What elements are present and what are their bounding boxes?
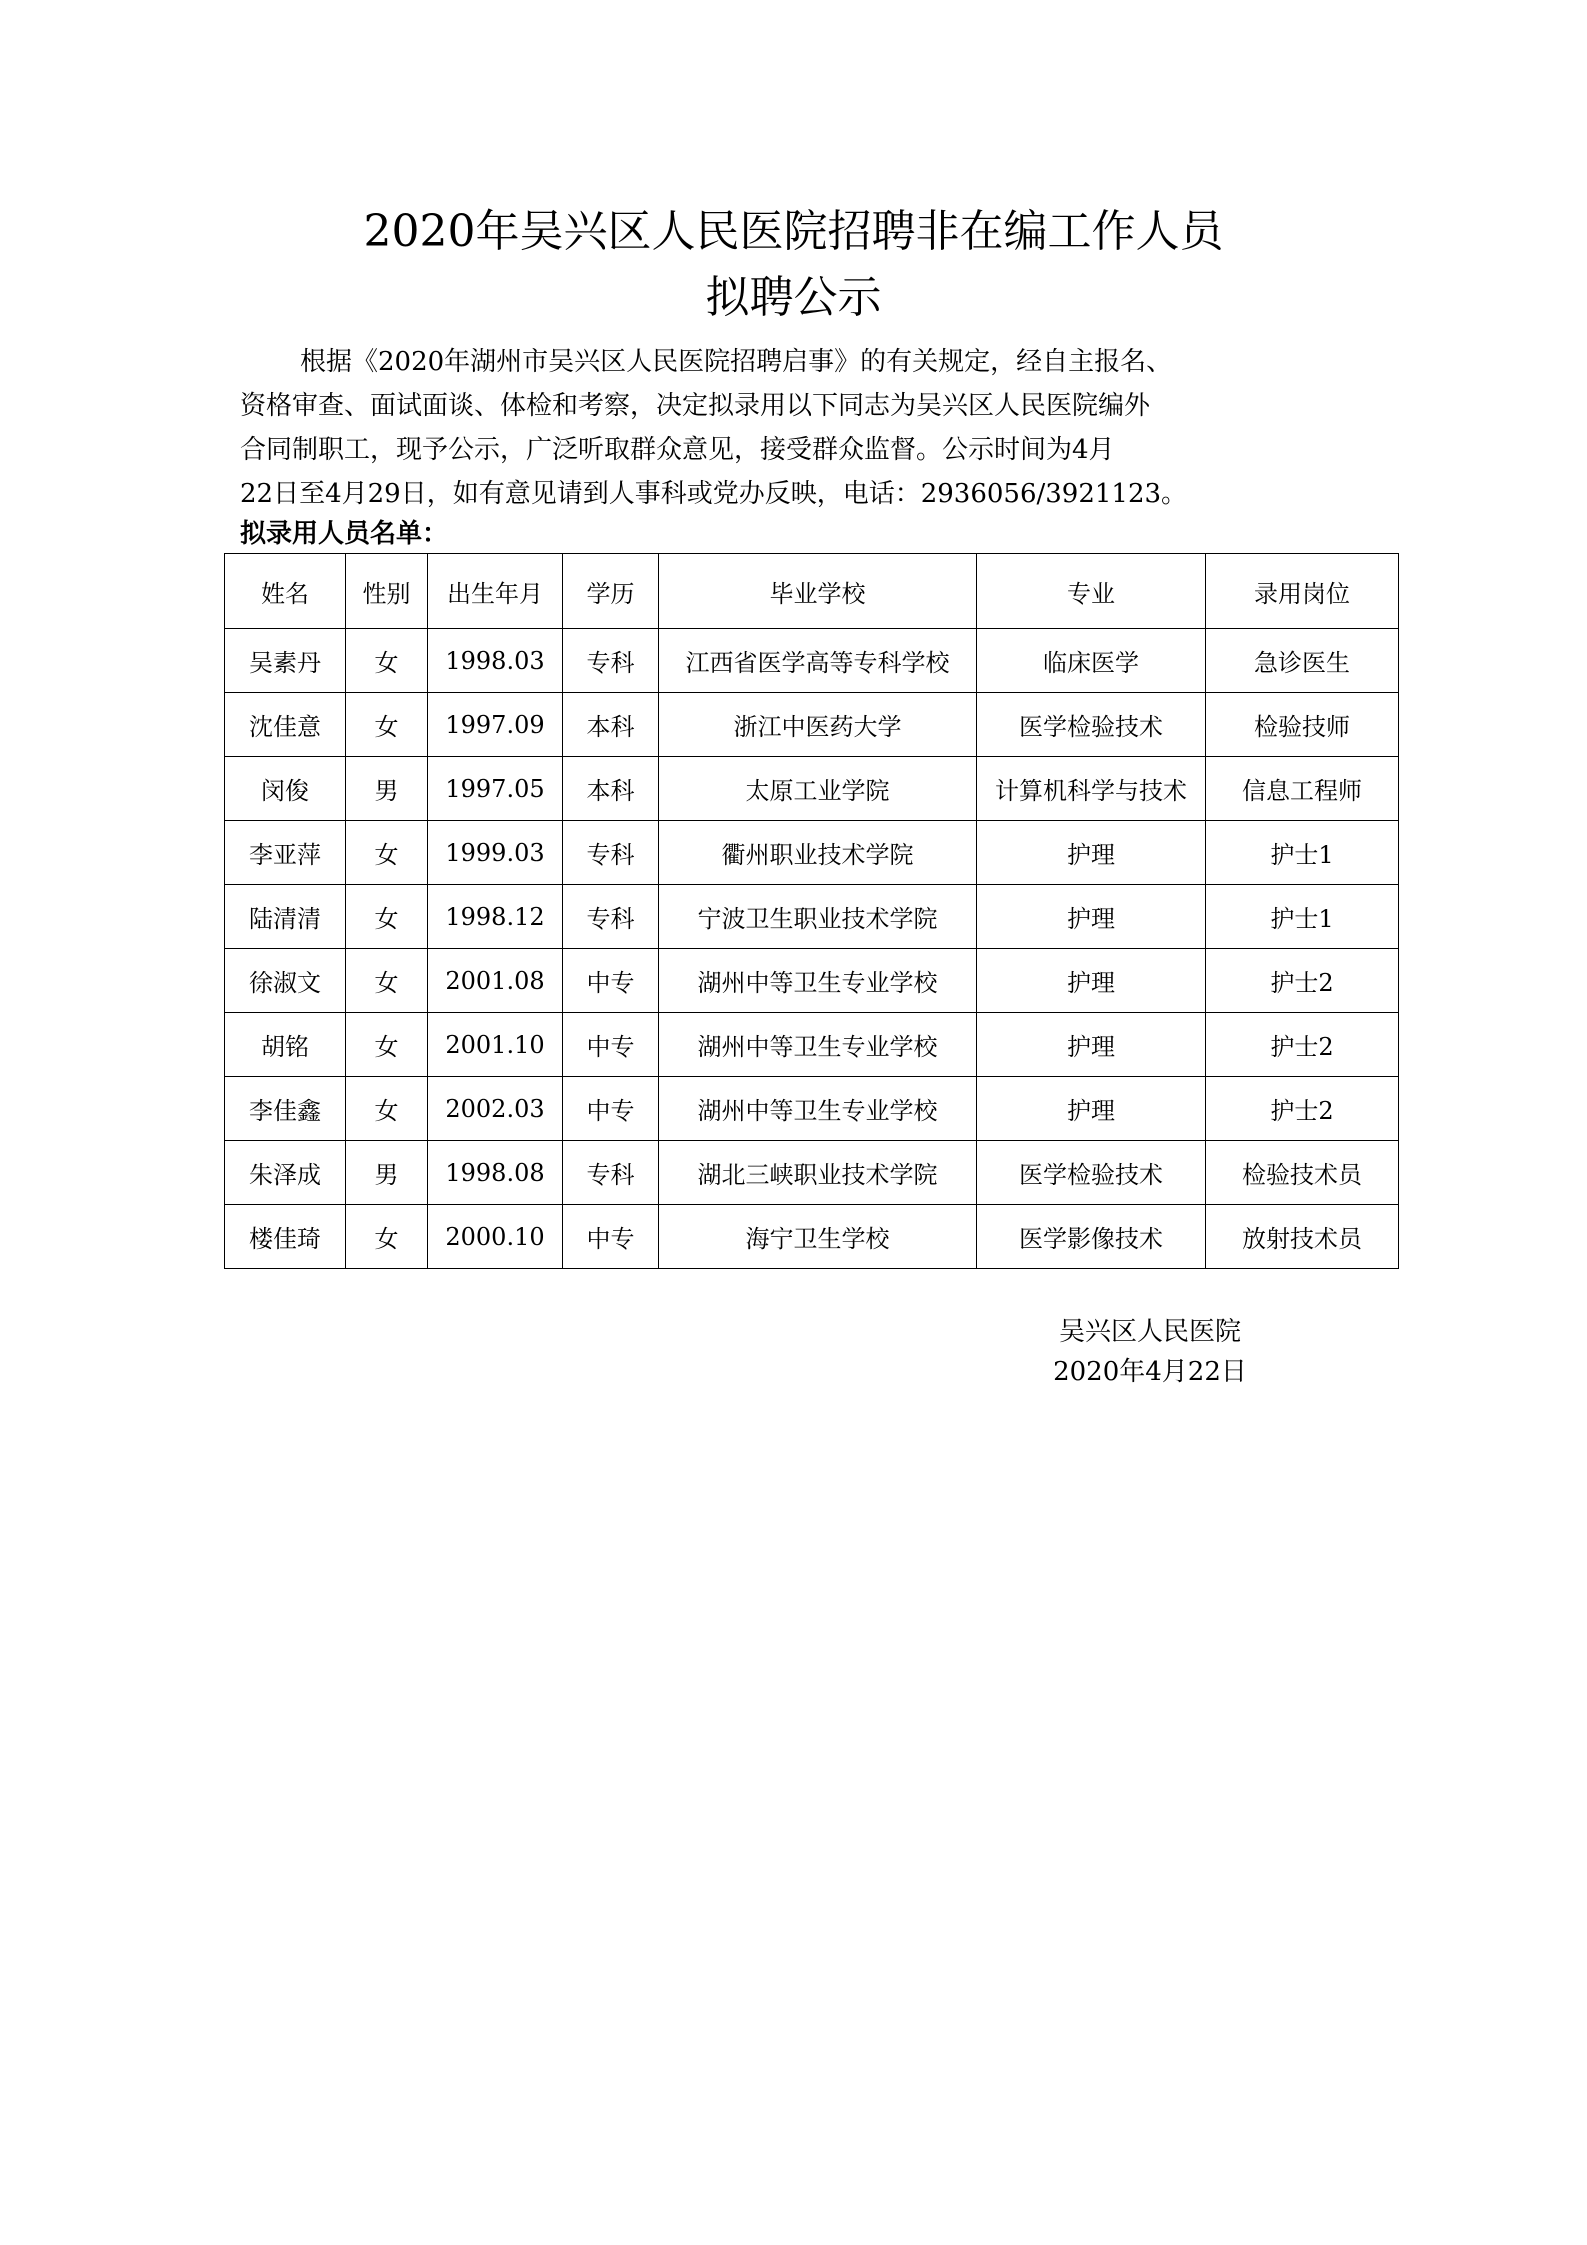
body-paragraph-line: 根据《2020年湖州市吴兴区人民医院招聘启事》的有关规定，经自主报名、 — [300, 347, 1173, 377]
cell-education: 专科 — [563, 1141, 659, 1205]
column-header-name: 姓名 — [225, 554, 346, 629]
cell-position: 护士1 — [1206, 821, 1399, 885]
cell-birth: 2001.08 — [428, 949, 563, 1013]
signature-date: 2020年4月22日 — [1053, 1357, 1247, 1387]
cell-birth: 1997.09 — [428, 693, 563, 757]
cell-position: 护士2 — [1206, 1077, 1399, 1141]
cell-name: 陆清清 — [225, 885, 346, 949]
cell-school: 衢州职业技术学院 — [659, 821, 977, 885]
cell-major: 护理 — [977, 885, 1206, 949]
cell-school: 湖州中等卫生专业学校 — [659, 1077, 977, 1141]
cell-gender: 女 — [346, 693, 428, 757]
signature-organization: 吴兴区人民医院 — [1058, 1317, 1241, 1347]
cell-birth: 1997.05 — [428, 757, 563, 821]
cell-major: 计算机科学与技术 — [977, 757, 1206, 821]
table-row — [225, 885, 1399, 949]
cell-major: 护理 — [977, 949, 1206, 1013]
cell-school: 湖州中等卫生专业学校 — [659, 949, 977, 1013]
cell-major: 护理 — [977, 1077, 1206, 1141]
cell-gender: 男 — [346, 757, 428, 821]
table-row — [225, 1077, 1399, 1141]
cell-name: 徐淑文 — [225, 949, 346, 1013]
cell-name: 吴素丹 — [225, 629, 346, 693]
table-body — [225, 629, 1399, 1269]
cell-position: 放射技术员 — [1206, 1205, 1399, 1269]
cell-name: 胡铭 — [225, 1013, 346, 1077]
body-paragraph-line: 合同制职工，现予公示，广泛听取群众意见，接受群众监督。公示时间为4月 — [240, 435, 1115, 465]
cell-birth: 2002.03 — [428, 1077, 563, 1141]
cell-birth: 1998.08 — [428, 1141, 563, 1205]
cell-gender: 女 — [346, 885, 428, 949]
cell-gender: 女 — [346, 1013, 428, 1077]
cell-school: 湖北三峡职业技术学院 — [659, 1141, 977, 1205]
table-row — [225, 1141, 1399, 1205]
cell-education: 中专 — [563, 1077, 659, 1141]
table-row — [225, 821, 1399, 885]
cell-education: 中专 — [563, 949, 659, 1013]
cell-gender: 女 — [346, 821, 428, 885]
cell-position: 护士1 — [1206, 885, 1399, 949]
cell-position: 护士2 — [1206, 949, 1399, 1013]
cell-gender: 女 — [346, 1205, 428, 1269]
table-row — [225, 949, 1399, 1013]
cell-education: 专科 — [563, 885, 659, 949]
column-header-education: 学历 — [563, 554, 659, 629]
cell-education: 中专 — [563, 1205, 659, 1269]
cell-education: 专科 — [563, 629, 659, 693]
column-header-position: 录用岗位 — [1206, 554, 1399, 629]
cell-school: 海宁卫生学校 — [659, 1205, 977, 1269]
cell-education: 本科 — [563, 757, 659, 821]
cell-birth: 1998.03 — [428, 629, 563, 693]
cell-major: 医学检验技术 — [977, 693, 1206, 757]
document-subtitle: 拟聘公示 — [705, 272, 882, 323]
cell-name: 楼佳琦 — [225, 1205, 346, 1269]
cell-name: 李亚萍 — [225, 821, 346, 885]
cell-major: 医学检验技术 — [977, 1141, 1206, 1205]
cell-name: 朱泽成 — [225, 1141, 346, 1205]
document-title: 2020年吴兴区人民医院招聘非在编工作人员 — [363, 206, 1224, 257]
table-row — [225, 757, 1399, 821]
cell-gender: 女 — [346, 949, 428, 1013]
cell-name: 李佳鑫 — [225, 1077, 346, 1141]
cell-birth: 2000.10 — [428, 1205, 563, 1269]
cell-school: 太原工业学院 — [659, 757, 977, 821]
cell-name: 闵俊 — [225, 757, 346, 821]
cell-major: 医学影像技术 — [977, 1205, 1206, 1269]
column-header-major: 专业 — [977, 554, 1206, 629]
cell-major: 护理 — [977, 1013, 1206, 1077]
table-row — [225, 1013, 1399, 1077]
cell-gender: 男 — [346, 1141, 428, 1205]
table-row — [225, 693, 1399, 757]
cell-birth: 2001.10 — [428, 1013, 563, 1077]
body-paragraph-line: 22日至4月29日，如有意见请到人事科或党办反映，电话：2936056/3921123。 — [240, 479, 1188, 509]
cell-major: 护理 — [977, 821, 1206, 885]
column-header-birth: 出生年月 — [428, 554, 563, 629]
cell-position: 检验技术员 — [1206, 1141, 1399, 1205]
table-row — [225, 629, 1399, 693]
cell-position: 护士2 — [1206, 1013, 1399, 1077]
cell-position: 检验技师 — [1206, 693, 1399, 757]
cell-position: 信息工程师 — [1206, 757, 1399, 821]
body-paragraph-line: 资格审查、面试面谈、体检和考察，决定拟录用以下同志为吴兴区人民医院编外 — [240, 391, 1151, 421]
cell-gender: 女 — [346, 629, 428, 693]
column-header-school: 毕业学校 — [659, 554, 977, 629]
cell-school: 浙江中医药大学 — [659, 693, 977, 757]
cell-school: 江西省医学高等专科学校 — [659, 629, 977, 693]
cell-education: 本科 — [563, 693, 659, 757]
roster-table — [224, 553, 1399, 1269]
cell-major: 临床医学 — [977, 629, 1206, 693]
cell-birth: 1998.12 — [428, 885, 563, 949]
cell-birth: 1999.03 — [428, 821, 563, 885]
cell-name: 沈佳意 — [225, 693, 346, 757]
cell-school: 湖州中等卫生专业学校 — [659, 1013, 977, 1077]
roster-heading: 拟录用人员名单： — [240, 519, 449, 549]
cell-gender: 女 — [346, 1077, 428, 1141]
cell-education: 专科 — [563, 821, 659, 885]
table-row — [225, 1205, 1399, 1269]
cell-education: 中专 — [563, 1013, 659, 1077]
column-header-gender: 性别 — [346, 554, 428, 629]
cell-school: 宁波卫生职业技术学院 — [659, 885, 977, 949]
cell-position: 急诊医生 — [1206, 629, 1399, 693]
table-header-row — [225, 554, 1399, 629]
